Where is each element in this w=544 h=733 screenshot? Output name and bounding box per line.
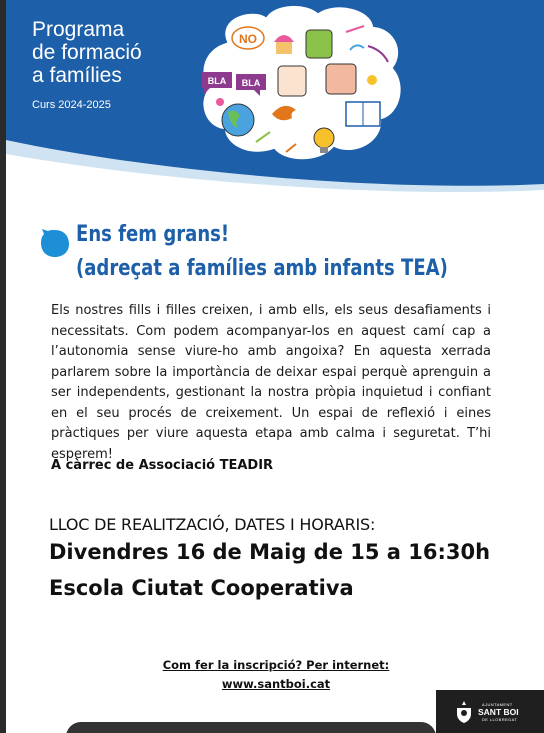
event-date: Divendres 16 de Maig de 15 a 16:30h <box>49 540 491 564</box>
speech-dot-icon <box>40 228 70 258</box>
header-wave <box>6 120 544 200</box>
bla-label-1: BLA <box>207 76 227 86</box>
event-description: Els nostres fills i filles creixen, i amb ells, els seus desafiaments i necessitats. Com podem acompanyar-los en aquest camí cap a l’autonomia sense viure-ho amb angoixa? En aquesta xerrada parlarem sobre la importància de deixar espai perquè aprenguin a ser independents, gestionant la nostra pròpia inquietud i confiant en el seu procés de creixement. Un espai de reflexió i eines pràctiques per viure aquesta etapa amb calma i seguretat. T’hi esperem! <box>51 303 491 462</box>
flyer-page <box>6 0 544 733</box>
no-label: NO <box>239 32 257 46</box>
program-title-line-1: Programa <box>32 18 125 41</box>
registration-link[interactable]: www.santboi.cat <box>221 677 331 691</box>
bla-label-2: BLA <box>241 78 261 88</box>
logo-name: SANT BOI <box>478 707 519 717</box>
program-title <box>32 18 142 87</box>
event-organizer: A càrrec de Associació TEADIR <box>51 458 274 473</box>
event-venue: Escola Ciutat Cooperativa <box>49 576 354 600</box>
course-year: Curs 2024-2025 <box>32 99 111 111</box>
header-banner <box>6 0 544 186</box>
program-title-line-3: a famílies <box>32 64 122 87</box>
details-label: LLOC DE REALITZACIÓ, DATES I HORARIS: <box>49 515 376 534</box>
registration-text: Com fer la inscripció? Per internet: <box>162 658 390 672</box>
sant-boi-crest-icon <box>454 700 474 724</box>
bottom-bar <box>66 722 436 733</box>
logo-sub-top: AJUNTAMENT <box>482 702 513 707</box>
event-title: Ens fem grans! <box>76 222 230 247</box>
logo-sub-bottom: DE LLOBREGAT <box>482 717 518 722</box>
sant-boi-logo <box>436 690 544 733</box>
program-title-line-2: de formació <box>32 41 142 64</box>
event-subtitle: (adreçat a famílies amb infants TEA) <box>76 256 448 281</box>
registration-info <box>106 656 446 694</box>
